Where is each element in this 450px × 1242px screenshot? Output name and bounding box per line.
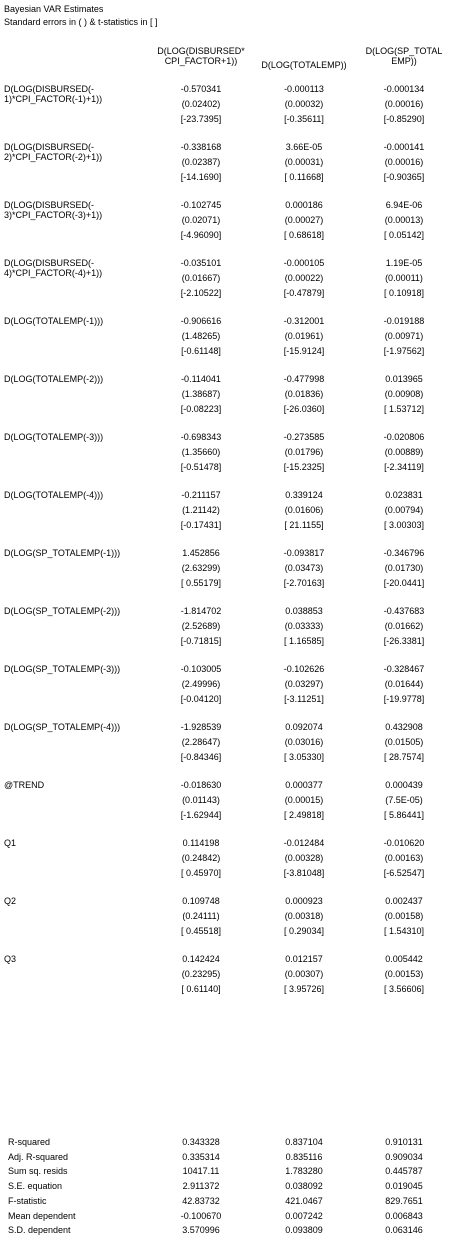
page-title: Bayesian VAR Estimates (4, 4, 104, 14)
coefficient-value: -0.018630 (180, 780, 222, 790)
row-label (4, 954, 16, 964)
t-statistic-value: [ 0.11668] (284, 172, 324, 183)
coefficient-value: 0.339124 (285, 490, 323, 500)
coefficient-value: -0.346796 (383, 548, 425, 558)
stat-label: S.D. dependent (8, 1225, 71, 1236)
t-statistic-value: [ 0.55179] (180, 578, 222, 589)
standard-error-value: (1.35660) (181, 447, 221, 458)
t-statistic-value: [-0.35611] (284, 114, 324, 125)
row-label-line: D(LOG(SP_TOTALEMP(-2))) (4, 606, 121, 616)
coefficient-value: 0.013965 (385, 374, 423, 384)
t-statistic-value: [ 3.05330] (283, 752, 325, 763)
coefficient-value: -0.019188 (383, 316, 425, 326)
standard-error-value: (0.00153) (384, 969, 424, 980)
t-statistic-value: [-0.04120] (180, 694, 222, 705)
t-statistic-value: [-0.08223] (180, 404, 222, 415)
t-statistic-value: [-0.51478] (180, 462, 222, 473)
row-label (4, 606, 120, 616)
t-statistic-value: [-0.17431] (180, 520, 222, 531)
column-header-line: D(LOG(SP_TOTAL (365, 46, 443, 56)
stat-value: 10417.11 (182, 1166, 220, 1177)
t-statistic-value: [ 0.45518] (180, 926, 222, 937)
column-header-line: EMP)) (391, 56, 417, 66)
t-statistic-value: [ 0.05142] (383, 230, 425, 241)
t-statistic-value: [-26.0360] (283, 404, 325, 415)
row-label-line: D(LOG(DISBURSED(- (4, 200, 95, 210)
standard-error-value: (0.02387) (181, 157, 221, 168)
coefficient-value: 1.452856 (182, 548, 220, 558)
t-statistic-value: [-6.52547] (383, 868, 425, 879)
standard-error-value: (0.00908) (384, 389, 424, 400)
t-statistic-value: [-3.11251] (284, 694, 324, 705)
stat-value: 0.007242 (285, 1210, 323, 1221)
coefficient-value: 0.000377 (285, 780, 323, 790)
standard-error-value: (0.00328) (284, 853, 324, 864)
coefficient-value: 0.005442 (385, 954, 423, 964)
stat-value: 0.019045 (385, 1181, 423, 1192)
t-statistic-value: [-4.96090] (180, 230, 222, 241)
t-statistic-value: [ 1.54310] (383, 926, 425, 937)
stat-label: F-statistic (8, 1195, 47, 1206)
row-label (4, 374, 103, 384)
t-statistic-value: [-1.62944] (180, 810, 222, 821)
coefficient-value: -0.035101 (180, 258, 222, 268)
stat-value: 0.837104 (285, 1137, 323, 1147)
row-label-line: D(LOG(TOTALEMP(-2))) (4, 374, 104, 384)
t-statistic-value: [-26.3381] (383, 636, 425, 647)
coefficient-value: 0.114198 (182, 838, 220, 848)
stat-row (0, 1224, 450, 1237)
coefficient-row-block (0, 316, 450, 374)
t-statistic-value: [-14.1690] (180, 172, 222, 183)
row-label (4, 780, 44, 790)
t-statistic-value: [ 5.86441] (383, 810, 425, 821)
stat-value: 829.7651 (385, 1195, 423, 1206)
t-statistic-value: [-2.70163] (283, 578, 325, 589)
coefficient-row-block (0, 432, 450, 490)
row-label-line: @TREND (4, 780, 45, 790)
row-label (4, 838, 16, 848)
stat-value: 0.093809 (285, 1225, 323, 1236)
standard-error-value: (0.00158) (384, 911, 424, 922)
t-statistic-value: [-19.9778] (383, 694, 425, 705)
stat-value: 0.835116 (285, 1151, 323, 1162)
standard-error-value: (0.24842) (181, 853, 221, 864)
coefficient-value: -0.012484 (283, 838, 325, 848)
row-label-line: D(LOG(SP_TOTALEMP(-3))) (4, 664, 121, 674)
row-label (4, 200, 102, 220)
coefficient-row-block (0, 664, 450, 722)
standard-error-value: (0.00032) (284, 99, 324, 110)
t-statistic-value: [-3.81048] (283, 868, 325, 879)
standard-error-value: (0.02402) (181, 99, 221, 110)
coefficient-row-block (0, 490, 450, 548)
standard-error-value: (1.38687) (181, 389, 221, 400)
standard-error-value: (0.03473) (284, 563, 324, 574)
standard-error-value: (0.02071) (181, 215, 221, 226)
column-header-line: CPI_FACTOR+1)) (164, 56, 238, 66)
standard-error-value: (0.00163) (384, 853, 424, 864)
t-statistic-value: [-0.61148] (181, 346, 221, 357)
coefficient-value: 3.66E-05 (285, 142, 323, 152)
stat-value: 0.343328 (182, 1137, 220, 1147)
coefficient-value: 0.109748 (182, 896, 220, 906)
standard-error-value: (0.01667) (181, 273, 221, 284)
coefficient-value: -0.273585 (283, 432, 325, 442)
coefficient-value: 0.000923 (285, 896, 323, 906)
column-header-3 (358, 46, 450, 66)
stat-value: 0.038092 (285, 1181, 323, 1192)
standard-error-value: (0.01961) (284, 331, 324, 342)
coefficient-value: -0.477998 (283, 374, 325, 384)
t-statistic-value: [ 3.00303] (383, 520, 425, 531)
coefficient-value: -0.103005 (180, 664, 222, 674)
t-statistic-value: [-0.47879] (283, 288, 325, 299)
stat-value: 0.909034 (385, 1151, 423, 1162)
standard-error-value: (0.01606) (284, 505, 324, 516)
t-statistic-value: [ 3.95726] (283, 984, 325, 995)
coefficient-value: -0.102745 (180, 200, 222, 210)
row-label-line: Q2 (4, 896, 17, 906)
coefficient-row-block (0, 142, 450, 200)
stat-value: 42.83732 (182, 1195, 220, 1206)
t-statistic-value: [-15.9124] (283, 346, 325, 357)
coefficient-value: -0.000113 (284, 84, 324, 94)
coefficient-value: 6.94E-06 (385, 200, 423, 210)
t-statistic-value: [-0.90365] (383, 172, 425, 183)
stat-label: R-squared (8, 1137, 51, 1147)
standard-error-value: (0.00022) (284, 273, 324, 284)
coefficient-value: -0.570341 (180, 84, 222, 94)
t-statistic-value: [ 1.16585] (283, 636, 325, 647)
standard-error-value: (0.24111) (182, 911, 220, 922)
t-statistic-value: [-2.10522] (180, 288, 222, 299)
stat-label: S.E. equation (8, 1181, 63, 1192)
stat-row (0, 1210, 450, 1223)
stat-label: Mean dependent (8, 1210, 76, 1221)
stat-value: 0.063146 (385, 1225, 423, 1236)
t-statistic-value: [ 21.1155] (284, 520, 324, 531)
coefficient-row-block (0, 722, 450, 780)
stat-value: 2.911372 (182, 1181, 220, 1192)
t-statistic-value: [-0.71815] (180, 636, 222, 647)
standard-error-value: (2.28647) (181, 737, 221, 748)
row-label (4, 142, 102, 162)
standard-error-value: (0.00016) (384, 157, 424, 168)
row-label (4, 316, 103, 326)
coefficient-value: -0.020806 (383, 432, 425, 442)
row-label-line: D(LOG(TOTALEMP(-1))) (4, 316, 104, 326)
stat-row (0, 1195, 450, 1208)
coefficient-row-block (0, 200, 450, 258)
coefficient-value: -0.000134 (383, 84, 425, 94)
coefficient-value: -0.102626 (283, 664, 325, 674)
row-label (4, 432, 103, 442)
standard-error-value: (0.01796) (284, 447, 324, 458)
standard-error-value: (1.48265) (181, 331, 221, 342)
standard-error-value: (0.00889) (384, 447, 424, 458)
stat-row (0, 1180, 450, 1193)
row-label-line: D(LOG(TOTALEMP(-3))) (4, 432, 104, 442)
coefficient-row-block (0, 896, 450, 954)
t-statistic-value: [ 2.49818] (283, 810, 325, 821)
row-label-line: 1)*CPI_FACTOR(-1)+1)) (4, 94, 103, 104)
coefficient-value: 0.012157 (285, 954, 323, 964)
coefficient-value: -0.000105 (283, 258, 325, 268)
row-label-line: 3)*CPI_FACTOR(-3)+1)) (4, 210, 103, 220)
coefficient-value: -0.211157 (181, 490, 221, 500)
coefficient-value: 0.002437 (385, 896, 423, 906)
t-statistic-value: [ 1.53712] (383, 404, 425, 415)
stat-value: -0.100670 (180, 1210, 222, 1221)
t-statistic-value: [ 0.29034] (283, 926, 325, 937)
standard-error-value: (0.03297) (284, 679, 324, 690)
standard-error-value: (0.00015) (284, 795, 324, 806)
coefficient-value: -0.906616 (180, 316, 222, 326)
t-statistic-value: [-2.34119] (384, 462, 424, 473)
coefficient-value: 0.432908 (385, 722, 423, 732)
standard-error-value: (0.00016) (384, 99, 424, 110)
page-subtitle: Standard errors in ( ) & t-statistics in [ ] (4, 17, 158, 27)
coefficient-value: 0.142424 (182, 954, 220, 964)
coefficient-value: -0.698343 (180, 432, 222, 442)
coefficient-row-block (0, 374, 450, 432)
t-statistic-value: [-1.97562] (383, 346, 425, 357)
column-header-line: D(LOG(DISBURSED* (157, 46, 245, 56)
row-label (4, 258, 102, 278)
standard-error-value: (0.00307) (284, 969, 324, 980)
coefficient-row-block (0, 606, 450, 664)
coefficient-value: 0.000439 (385, 780, 423, 790)
standard-error-value: (1.21142) (182, 505, 220, 516)
standard-error-value: (2.52689) (181, 621, 221, 632)
row-label-line: 2)*CPI_FACTOR(-2)+1)) (4, 152, 103, 162)
coefficient-value: -0.328467 (383, 664, 425, 674)
coefficient-value: -1.814702 (180, 606, 222, 616)
standard-error-value: (0.00031) (284, 157, 324, 168)
standard-error-value: (0.01143) (182, 795, 220, 806)
stat-value: 0.445787 (385, 1166, 423, 1177)
standard-error-value: (0.00013) (384, 215, 424, 226)
coefficient-value: -0.000141 (383, 142, 425, 152)
row-label-line: Q3 (4, 954, 17, 964)
row-label-line: D(LOG(DISBURSED(- (4, 84, 95, 94)
stat-row (0, 1165, 450, 1178)
row-label-line: D(LOG(SP_TOTALEMP(-1))) (4, 548, 121, 558)
standard-error-value: (0.03333) (284, 621, 324, 632)
standard-error-value: (0.00011) (385, 273, 423, 284)
standard-error-value: (0.00318) (284, 911, 324, 922)
stat-value: 1.783280 (285, 1166, 323, 1177)
row-label-line: D(LOG(DISBURSED(- (4, 258, 95, 268)
t-statistic-value: [-15.2325] (283, 462, 325, 473)
coefficient-row-block (0, 838, 450, 896)
row-label-line: D(LOG(TOTALEMP(-4))) (4, 490, 104, 500)
row-label (4, 490, 103, 500)
t-statistic-value: [ 28.7574] (383, 752, 425, 763)
t-statistic-value: [ 0.45970] (180, 868, 222, 879)
row-label (4, 84, 102, 104)
standard-error-value: (0.01730) (384, 563, 424, 574)
coefficient-value: -1.928539 (180, 722, 222, 732)
stat-value: 0.910131 (385, 1137, 423, 1147)
column-header-1 (150, 46, 252, 66)
coefficient-value: 0.023831 (385, 490, 423, 500)
coefficient-row-block (0, 954, 450, 1012)
stat-value: 3.570996 (182, 1225, 220, 1236)
coefficient-value: 0.000186 (285, 200, 323, 210)
standard-error-value: (2.49996) (181, 679, 221, 690)
stat-label: Adj. R-squared (8, 1151, 69, 1162)
stat-value: 421.0467 (285, 1195, 323, 1206)
row-label (4, 896, 16, 906)
standard-error-value: (2.63299) (181, 563, 221, 574)
coefficient-value: -0.312001 (283, 316, 325, 326)
column-header-2 (253, 60, 355, 70)
row-label-line: D(LOG(DISBURSED(- (4, 142, 95, 152)
standard-error-value: (0.00971) (384, 331, 424, 342)
row-label (4, 664, 120, 674)
coefficient-row-block (0, 258, 450, 316)
t-statistic-value: [-20.0441] (383, 578, 425, 589)
row-label-line: Q1 (4, 838, 17, 848)
coefficient-row-block (0, 548, 450, 606)
stat-value: 0.335314 (182, 1151, 220, 1162)
standard-error-value: (0.01662) (384, 621, 424, 632)
standard-error-value: (0.23295) (181, 969, 221, 980)
row-label-line: 4)*CPI_FACTOR(-4)+1)) (4, 268, 103, 278)
standard-error-value: (0.01505) (384, 737, 424, 748)
coefficient-value: 0.092074 (285, 722, 323, 732)
standard-error-value: (0.00027) (284, 215, 324, 226)
t-statistic-value: [ 0.68618] (283, 230, 325, 241)
row-label-line: D(LOG(SP_TOTALEMP(-4))) (4, 722, 121, 732)
stat-label: Sum sq. resids (8, 1166, 68, 1177)
standard-error-value: (0.01644) (384, 679, 424, 690)
standard-error-value: (0.00794) (384, 505, 424, 516)
coefficient-value: 1.19E-05 (385, 258, 423, 268)
stat-row (0, 1151, 450, 1164)
coefficient-row-block (0, 84, 450, 142)
row-label (4, 722, 120, 732)
coefficient-value: -0.010620 (383, 838, 425, 848)
t-statistic-value: [ 0.10918] (383, 288, 425, 299)
coefficient-value: -0.338168 (180, 142, 222, 152)
t-statistic-value: [-0.85290] (383, 114, 425, 125)
t-statistic-value: [-0.84346] (180, 752, 222, 763)
stat-row (0, 1136, 450, 1149)
t-statistic-value: [ 0.61140] (181, 984, 221, 995)
coefficient-value: -0.114041 (181, 374, 221, 384)
t-statistic-value: [-23.7395] (180, 114, 222, 125)
standard-error-value: (0.01836) (284, 389, 324, 400)
coefficient-value: -0.093817 (283, 548, 325, 558)
coefficient-row-block (0, 780, 450, 838)
standard-error-value: (0.03016) (284, 737, 324, 748)
t-statistic-value: [ 3.56606] (383, 984, 425, 995)
column-header-line: D(LOG(TOTALEMP)) (261, 60, 347, 70)
row-label (4, 548, 120, 558)
coefficient-value: 0.038853 (285, 606, 323, 616)
stat-value: 0.006843 (385, 1210, 423, 1221)
coefficient-value: -0.437683 (383, 606, 425, 616)
standard-error-value: (7.5E-05) (385, 795, 423, 806)
